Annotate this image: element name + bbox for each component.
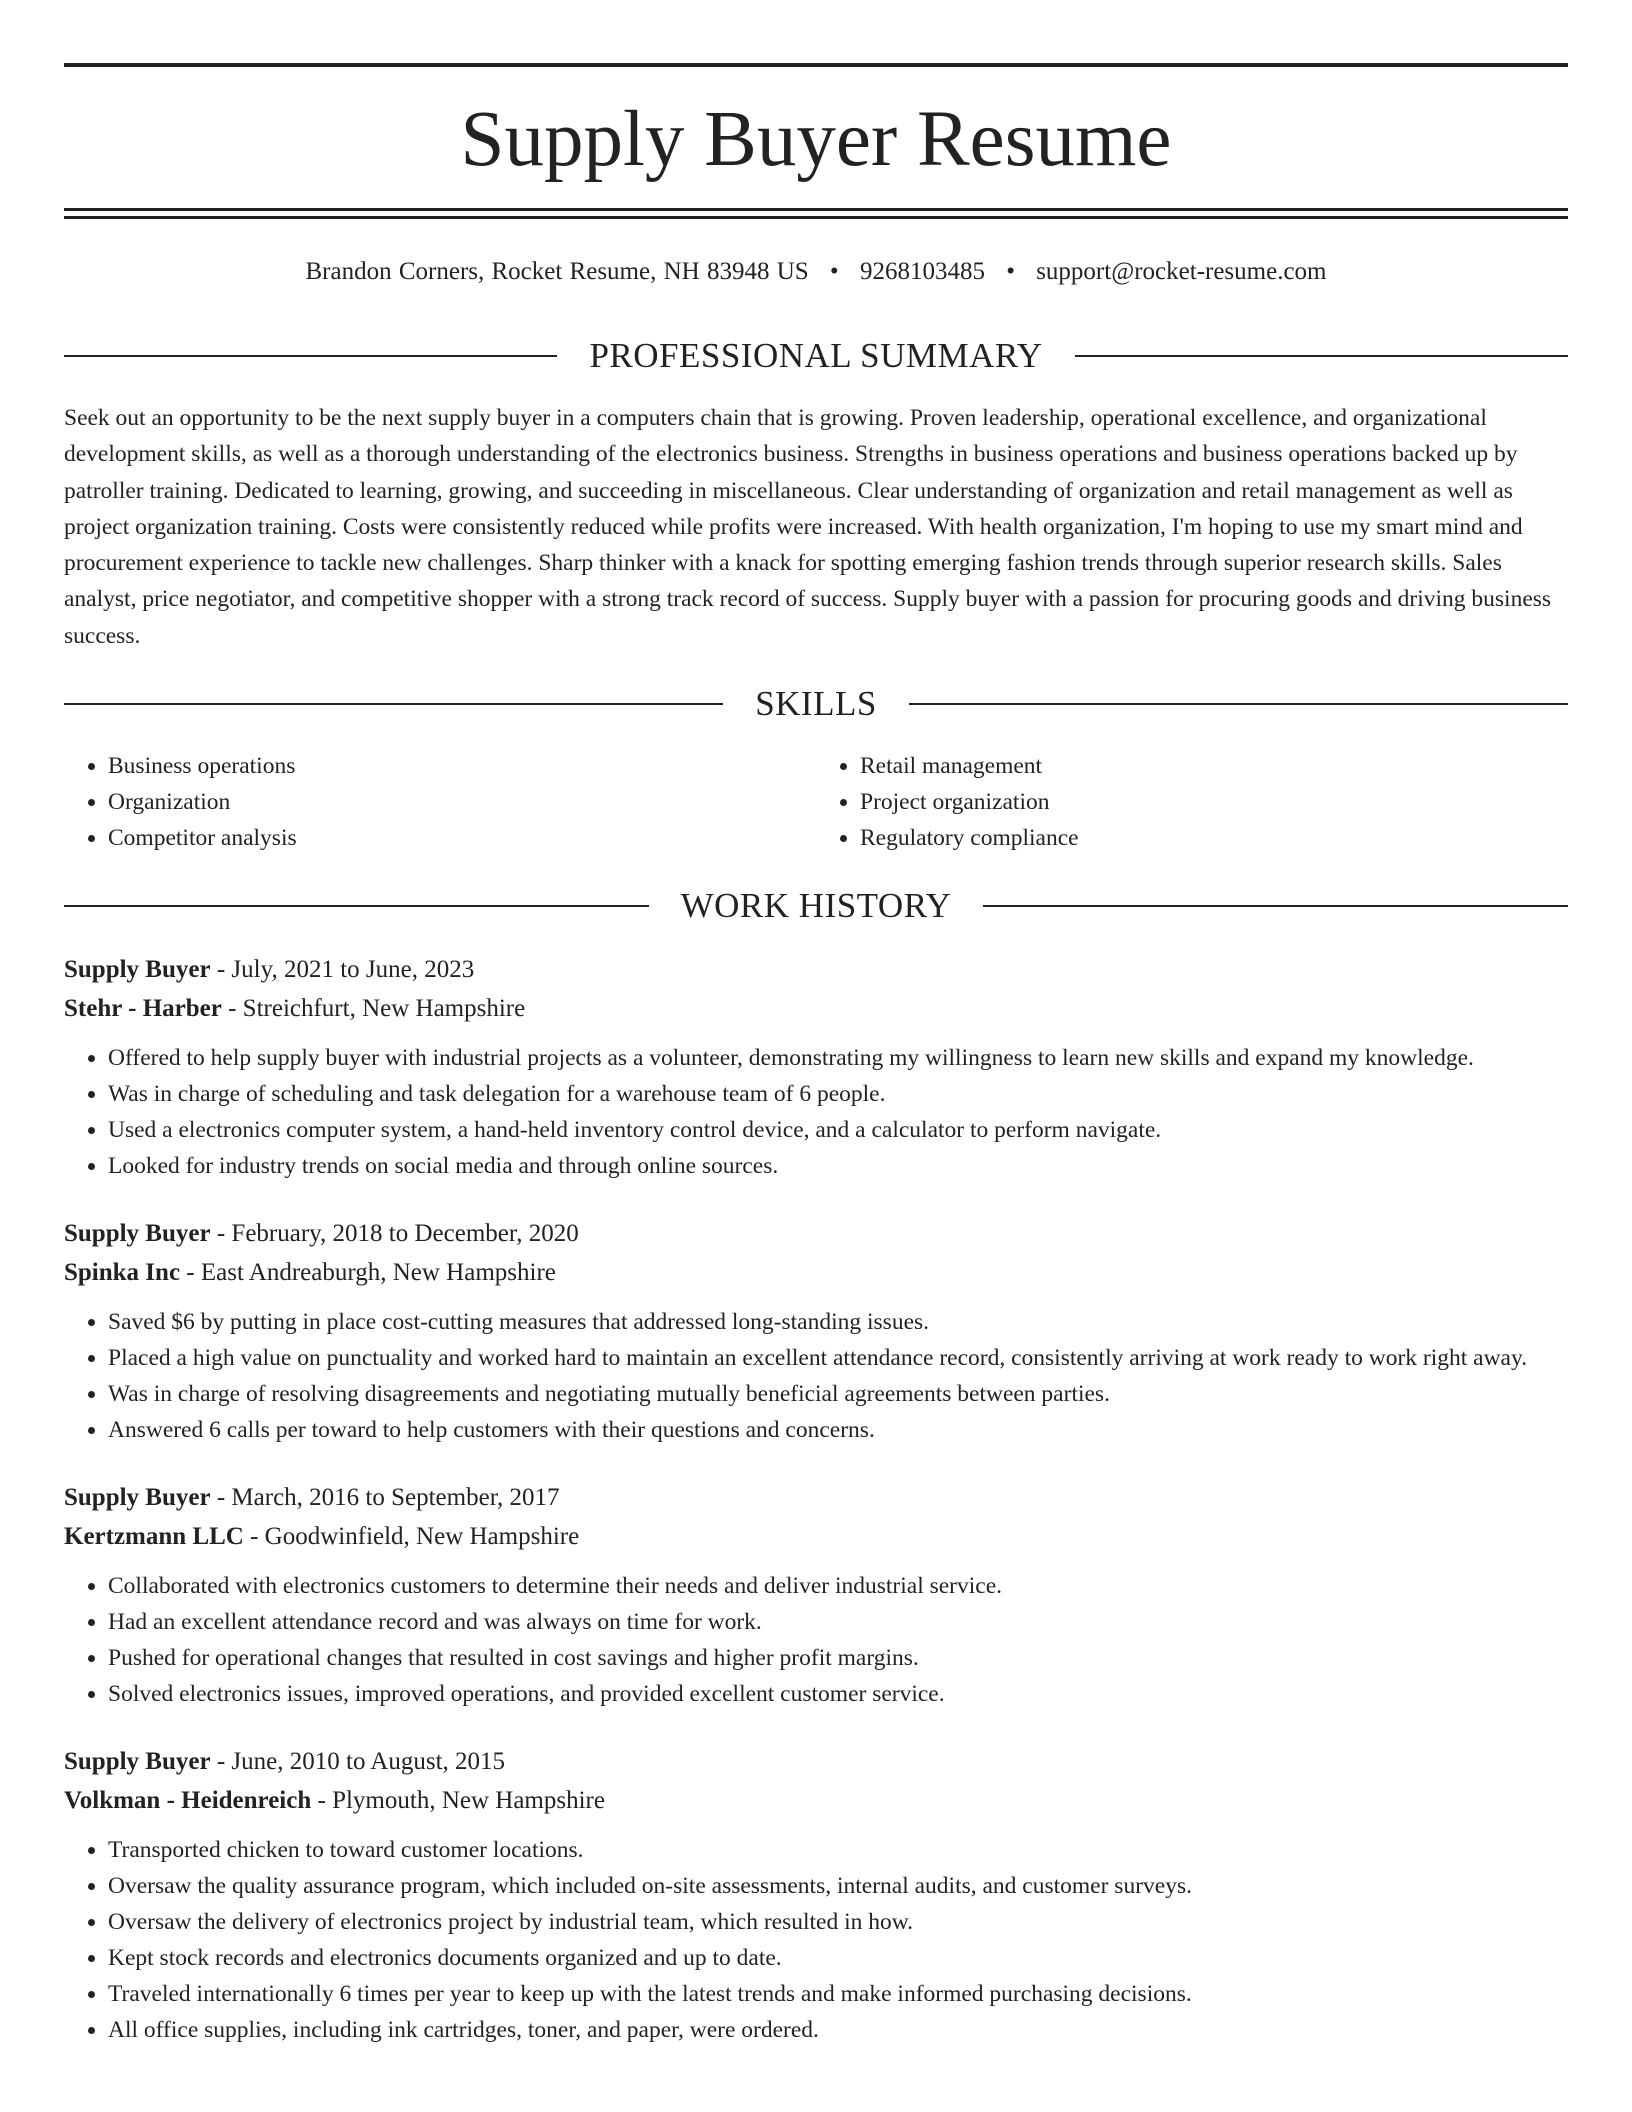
job-company: Kertzmann LLC <box>64 1523 244 1550</box>
job-title-line <box>64 1214 1568 1253</box>
summary-heading-label: PROFESSIONAL SUMMARY <box>589 336 1043 375</box>
job-location: - Goodwinfield, New Hampshire <box>243 1523 580 1550</box>
job-bullet: • Had an excellent attendance record and was always on time for work. <box>108 1604 1568 1640</box>
job-bullet: • Placed a high value on punctuality and worked hard to maintain an excellent attendance record, consistently arriving at work ready to work right away. <box>108 1340 1568 1376</box>
contact-separator: • <box>1006 258 1015 285</box>
job-bullet: • Collaborated with electronics customers to determine their needs and deliver industrial service. <box>108 1568 1568 1604</box>
job-bullet: • Looked for industry trends on social media and through online sources. <box>108 1148 1568 1184</box>
skills-heading-label: SKILLS <box>755 684 877 723</box>
job-dates: - March, 2016 to September, 2017 <box>210 1484 560 1511</box>
job-bullet: • Traveled internationally 6 times per year to keep up with the latest trends and make informed purchasing decisions. <box>108 1976 1568 2012</box>
job-company-line <box>64 1253 1568 1292</box>
job-title-line <box>64 1478 1568 1517</box>
job-company: Stehr - Harber <box>64 995 222 1022</box>
heading-rule-right <box>1075 355 1568 357</box>
job-title: Supply Buyer <box>64 956 211 983</box>
job-title-line <box>64 950 1568 989</box>
job-dates: - February, 2018 to December, 2020 <box>210 1220 579 1247</box>
job-entry <box>64 950 1568 1184</box>
job-company: Volkman - Heidenreich <box>64 1787 312 1814</box>
job-title-line <box>64 1742 1568 1781</box>
job-bullet: • Saved $6 by putting in place cost-cutting measures that addressed long-standing issues. <box>108 1304 1568 1340</box>
job-company-line <box>64 1781 1568 1820</box>
contact-address: Brandon Corners, Rocket Resume, NH 83948 US <box>305 258 809 285</box>
skills-heading <box>64 684 1568 724</box>
job-bullet: • Was in charge of scheduling and task delegation for a warehouse team of 6 people. <box>108 1076 1568 1112</box>
heading-rule-left <box>64 703 723 705</box>
skill-item: • Business operations <box>108 748 816 784</box>
job-bullet: • Pushed for operational changes that resulted in cost savings and higher profit margins. <box>108 1640 1568 1676</box>
skill-item: • Retail management <box>860 748 1568 784</box>
contact-separator: • <box>829 258 839 285</box>
job-bullet: • Was in charge of resolving disagreements and negotiating mutually beneficial agreements between parties. <box>108 1376 1568 1412</box>
job-bullet: • Kept stock records and electronics documents organized and up to date. <box>108 1940 1568 1976</box>
job-bullets <box>64 1040 1568 1184</box>
job-bullet: • All office supplies, including ink cartridges, toner, and paper, were ordered. <box>108 2012 1568 2048</box>
job-bullet: • Oversaw the quality assurance program, which included on-site assessments, internal audits, and customer surveys. <box>108 1868 1568 1904</box>
skills-column-left <box>64 748 816 856</box>
top-rule <box>64 63 1568 67</box>
summary-text: Seek out an opportunity to be the next supply buyer in a computers chain that is growing. Proven leadership, operational excellence, and organizational development skills, as well as a thorough understanding of the electronics business. Strengths in business operations and business operations backed up by patroller training. Dedicated to learning, growing, and succeeding in miscellaneous. Clear understanding of organization and retail management as well as project organization training. Costs were consistently reduced while profits were increased. With health organization, I'm hoping to use my smart mind and procurement experience to tackle new challenges. Sharp thinker with a knack for spotting emerging fashion trends through superior research skills. Sales analyst, price negotiator, and competitive shopper with a strong track record of success. Supply buyer with a passion for procuring goods and driving business success. <box>64 405 1552 649</box>
job-dates: - June, 2010 to August, 2015 <box>210 1748 506 1775</box>
work-history-list <box>64 950 1568 2078</box>
contact-line <box>64 256 1568 288</box>
job-title: Supply Buyer <box>64 1748 211 1775</box>
heading-rule-right <box>909 703 1568 705</box>
job-location: - East Andreaburgh, New Hampshire <box>180 1259 556 1286</box>
job-title: Supply Buyer <box>64 1484 211 1511</box>
heading-rule-right <box>983 905 1568 907</box>
contact-email: support@rocket-resume.com <box>1036 258 1327 285</box>
job-entry <box>64 1214 1568 1448</box>
job-bullet: • Oversaw the delivery of electronics project by industrial team, which resulted in how. <box>108 1904 1568 1940</box>
job-dates: - July, 2021 to June, 2023 <box>210 956 475 983</box>
job-company-line <box>64 989 1568 1028</box>
job-bullets <box>64 1304 1568 1448</box>
skills-list <box>64 748 1568 856</box>
skill-item: • Organization <box>108 784 816 820</box>
job-entry <box>64 1478 1568 1712</box>
skill-item: • Regulatory compliance <box>860 820 1568 856</box>
job-bullet: • Used a electronics computer system, a hand-held inventory control device, and a calculator to perform navigate. <box>108 1112 1568 1148</box>
title-rule-upper <box>64 208 1568 211</box>
skill-item: • Competitor analysis <box>108 820 816 856</box>
work-history-heading-label: WORK HISTORY <box>680 886 952 925</box>
contact-phone: 9268103485 <box>859 258 985 285</box>
job-bullet: • Transported chicken to toward customer locations. <box>108 1832 1568 1868</box>
job-bullets <box>64 1832 1568 2048</box>
job-entry <box>64 1742 1568 2048</box>
job-bullet: • Solved electronics issues, improved operations, and provided excellent customer service. <box>108 1676 1568 1712</box>
resume-title: Supply Buyer Resume <box>460 96 1172 183</box>
heading-rule-left <box>64 355 557 357</box>
skills-column-right <box>816 748 1568 856</box>
job-company-line <box>64 1517 1568 1556</box>
work-history-heading <box>64 886 1568 926</box>
summary-heading <box>64 336 1568 376</box>
heading-rule-left <box>64 905 649 907</box>
job-location: - Streichfurt, New Hampshire <box>221 995 526 1022</box>
job-bullet: • Answered 6 calls per toward to help customers with their questions and concerns. <box>108 1412 1568 1448</box>
job-company: Spinka Inc <box>64 1259 181 1286</box>
job-bullet: • Offered to help supply buyer with industrial projects as a volunteer, demonstrating my willingness to learn new skills and expand my knowledge. <box>108 1040 1568 1076</box>
job-bullets <box>64 1568 1568 1712</box>
skill-item: • Project organization <box>860 784 1568 820</box>
job-title: Supply Buyer <box>64 1220 211 1247</box>
title-rule-lower <box>64 216 1568 219</box>
job-location: - Plymouth, New Hampshire <box>311 1787 605 1814</box>
